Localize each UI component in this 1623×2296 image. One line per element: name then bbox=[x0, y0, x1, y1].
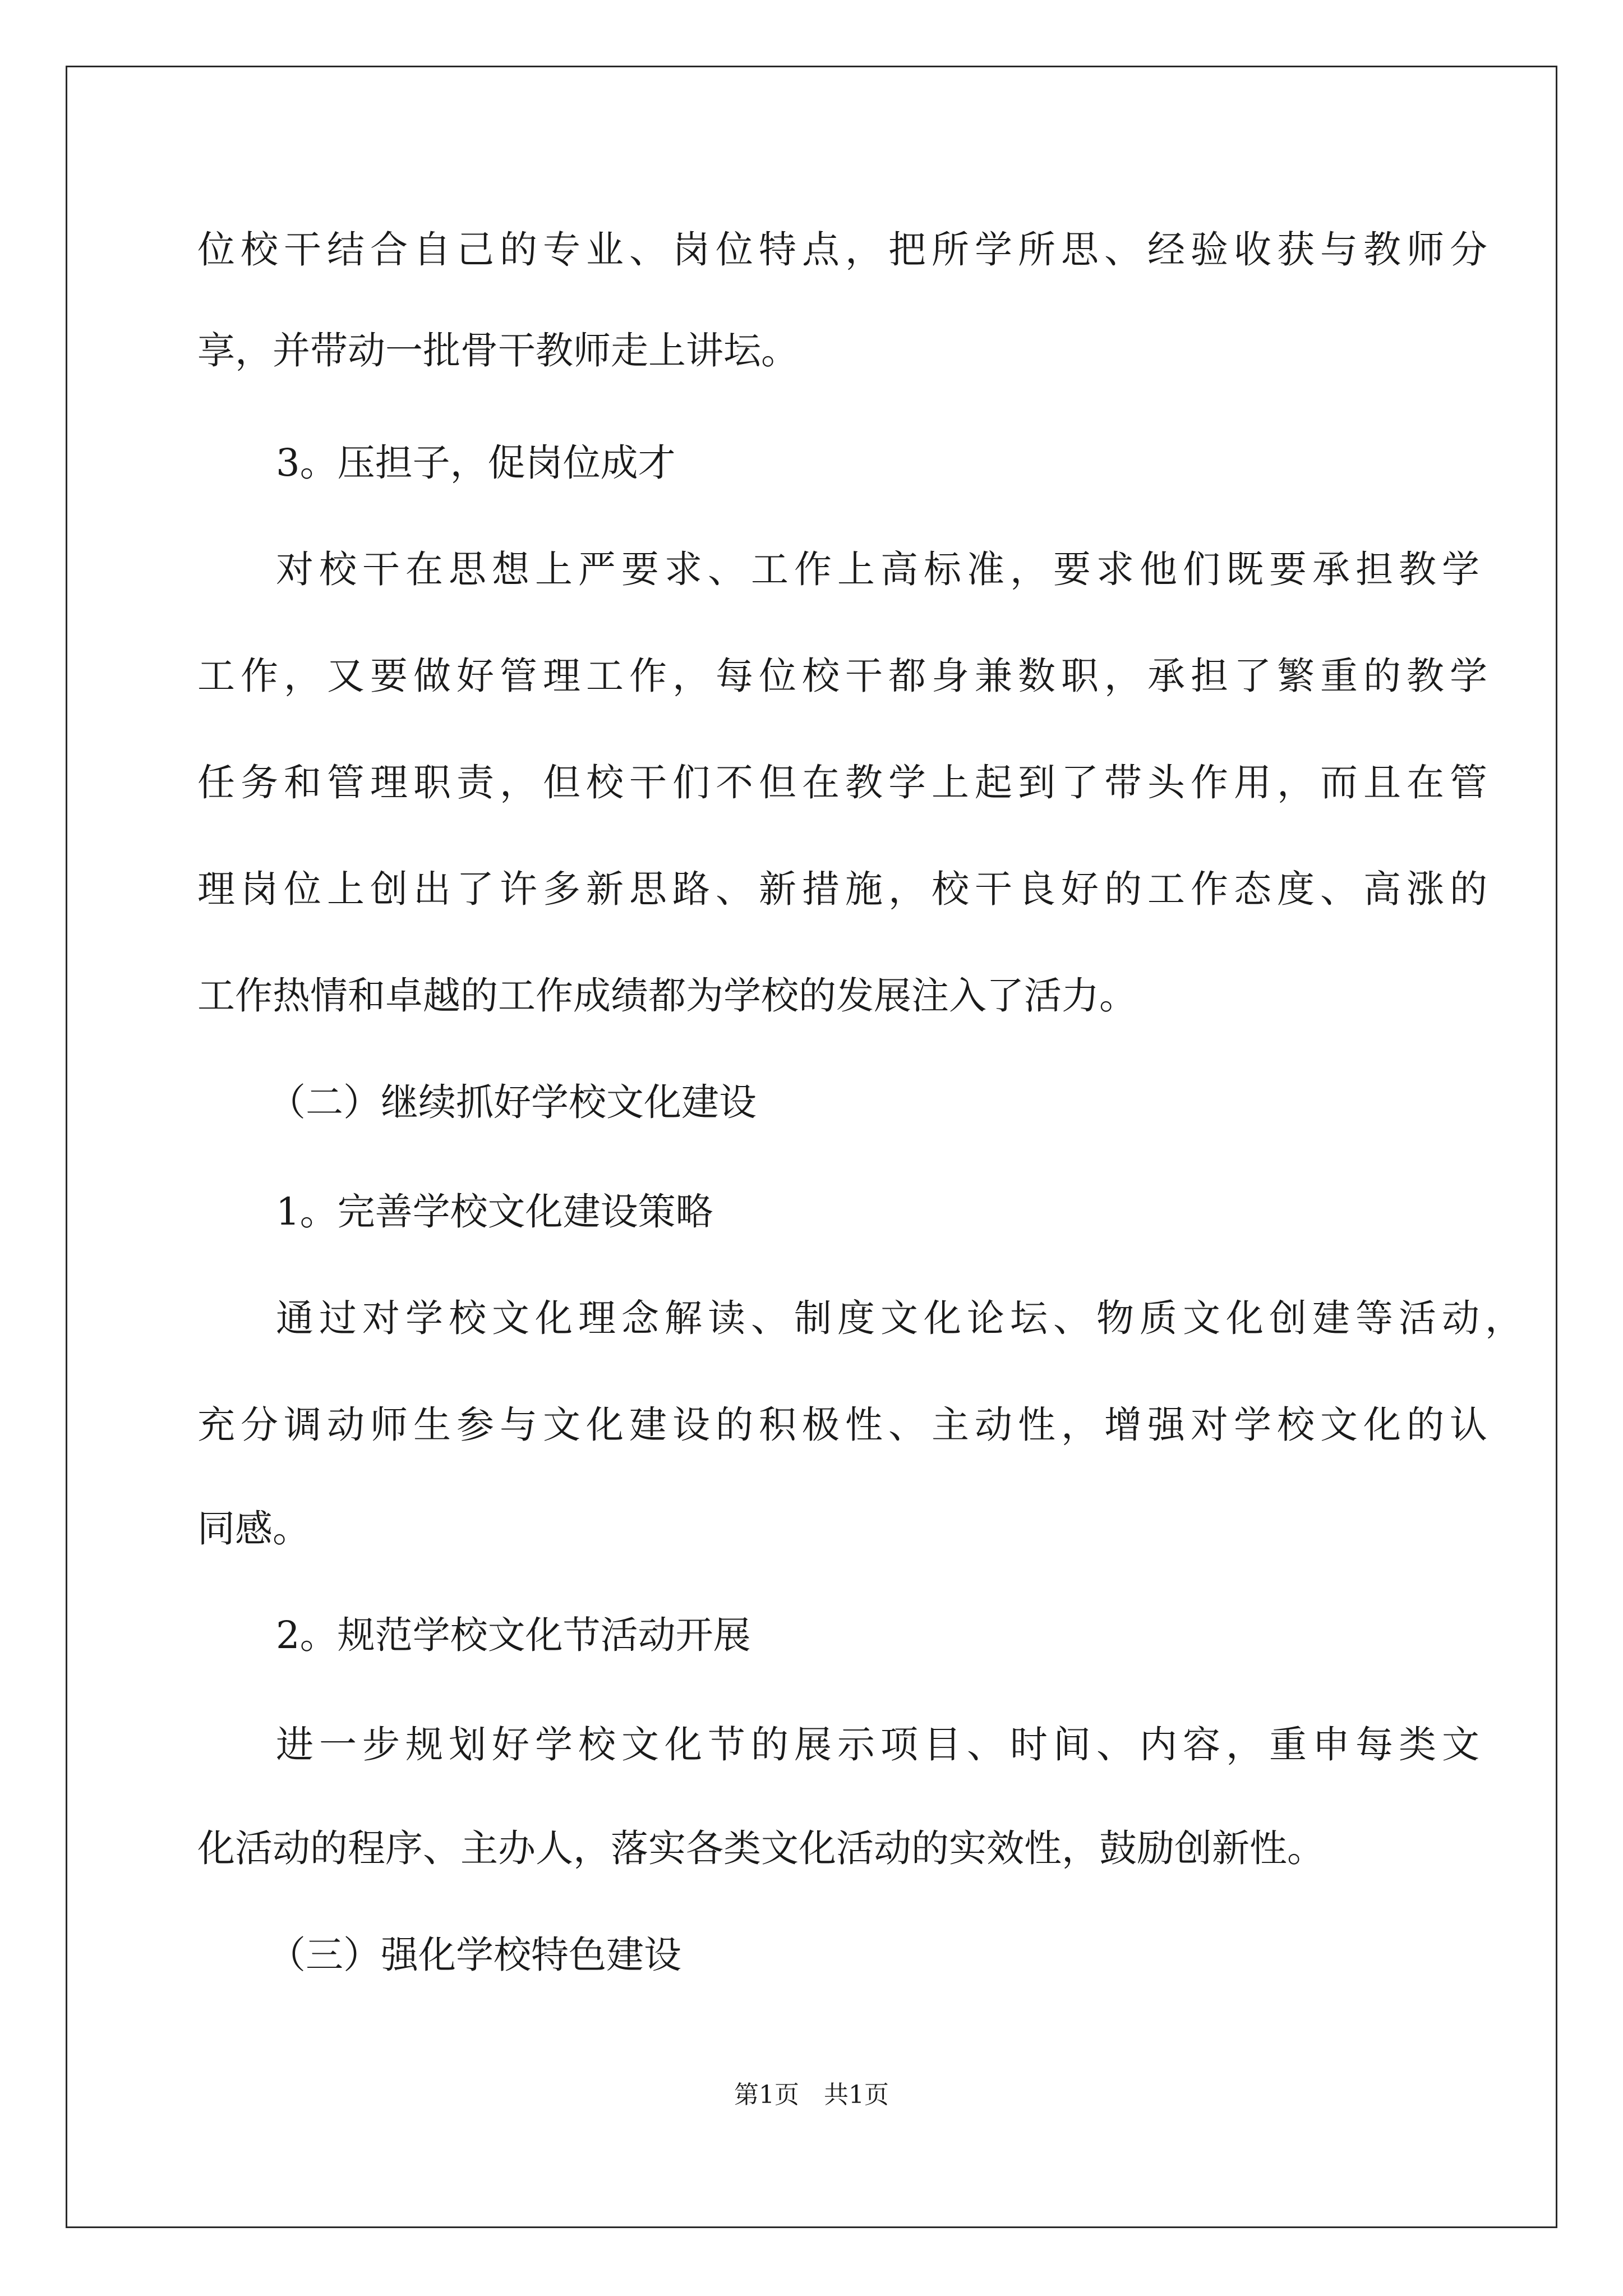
paragraph-line: 理岗位上创出了许多新思路、新措施，校干良好的工作态度、高涨的 bbox=[197, 867, 1493, 911]
paragraph-line: 工作，又要做好管理工作，每位校干都身兼数职，承担了繁重的教学 bbox=[197, 654, 1493, 698]
section-heading: 1。完善学校文化建设策略 bbox=[276, 1190, 713, 1234]
paragraph-line: 任务和管理职责，但校干们不但在教学上起到了带头作用，而且在管 bbox=[197, 761, 1493, 804]
section-heading: （二）继续抓好学校文化建设 bbox=[268, 1080, 757, 1124]
page-number: 第1页 共1页 bbox=[734, 2081, 889, 2109]
paragraph-line: 享，并带动一批骨干教师走上讲坛。 bbox=[197, 329, 799, 372]
paragraph-line: 通过对学校文化理念解读、制度文化论坛、物质文化创建等活动， bbox=[276, 1296, 1528, 1340]
paragraph-line: 进一步规划好学校文化节的展示项目、时间、内容，重申每类文 bbox=[276, 1723, 1485, 1766]
section-heading: 3。压担子，促岗位成才 bbox=[276, 441, 676, 485]
paragraph-line: 对校干在思想上严要求、工作上高标准，要求他们既要承担教学 bbox=[276, 547, 1485, 591]
page-border bbox=[66, 66, 1557, 2228]
paragraph-line: 充分调动师生参与文化建设的积极性、主动性，增强对学校文化的认 bbox=[197, 1403, 1493, 1447]
section-heading: 2。规范学校文化节活动开展 bbox=[276, 1613, 751, 1657]
paragraph-line: 同感。 bbox=[197, 1507, 310, 1550]
paragraph-line: 工作热情和卓越的工作成绩都为学校的发展注入了活力。 bbox=[197, 974, 1137, 1018]
paragraph-line: 化活动的程序、主办人，落实各类文化活动的实效性，鼓励创新性。 bbox=[197, 1826, 1325, 1870]
section-heading: （三）强化学校特色建设 bbox=[268, 1933, 681, 1977]
paragraph-line: 位校干结合自己的专业、岗位特点，把所学所思、经验收获与教师分 bbox=[197, 228, 1493, 272]
